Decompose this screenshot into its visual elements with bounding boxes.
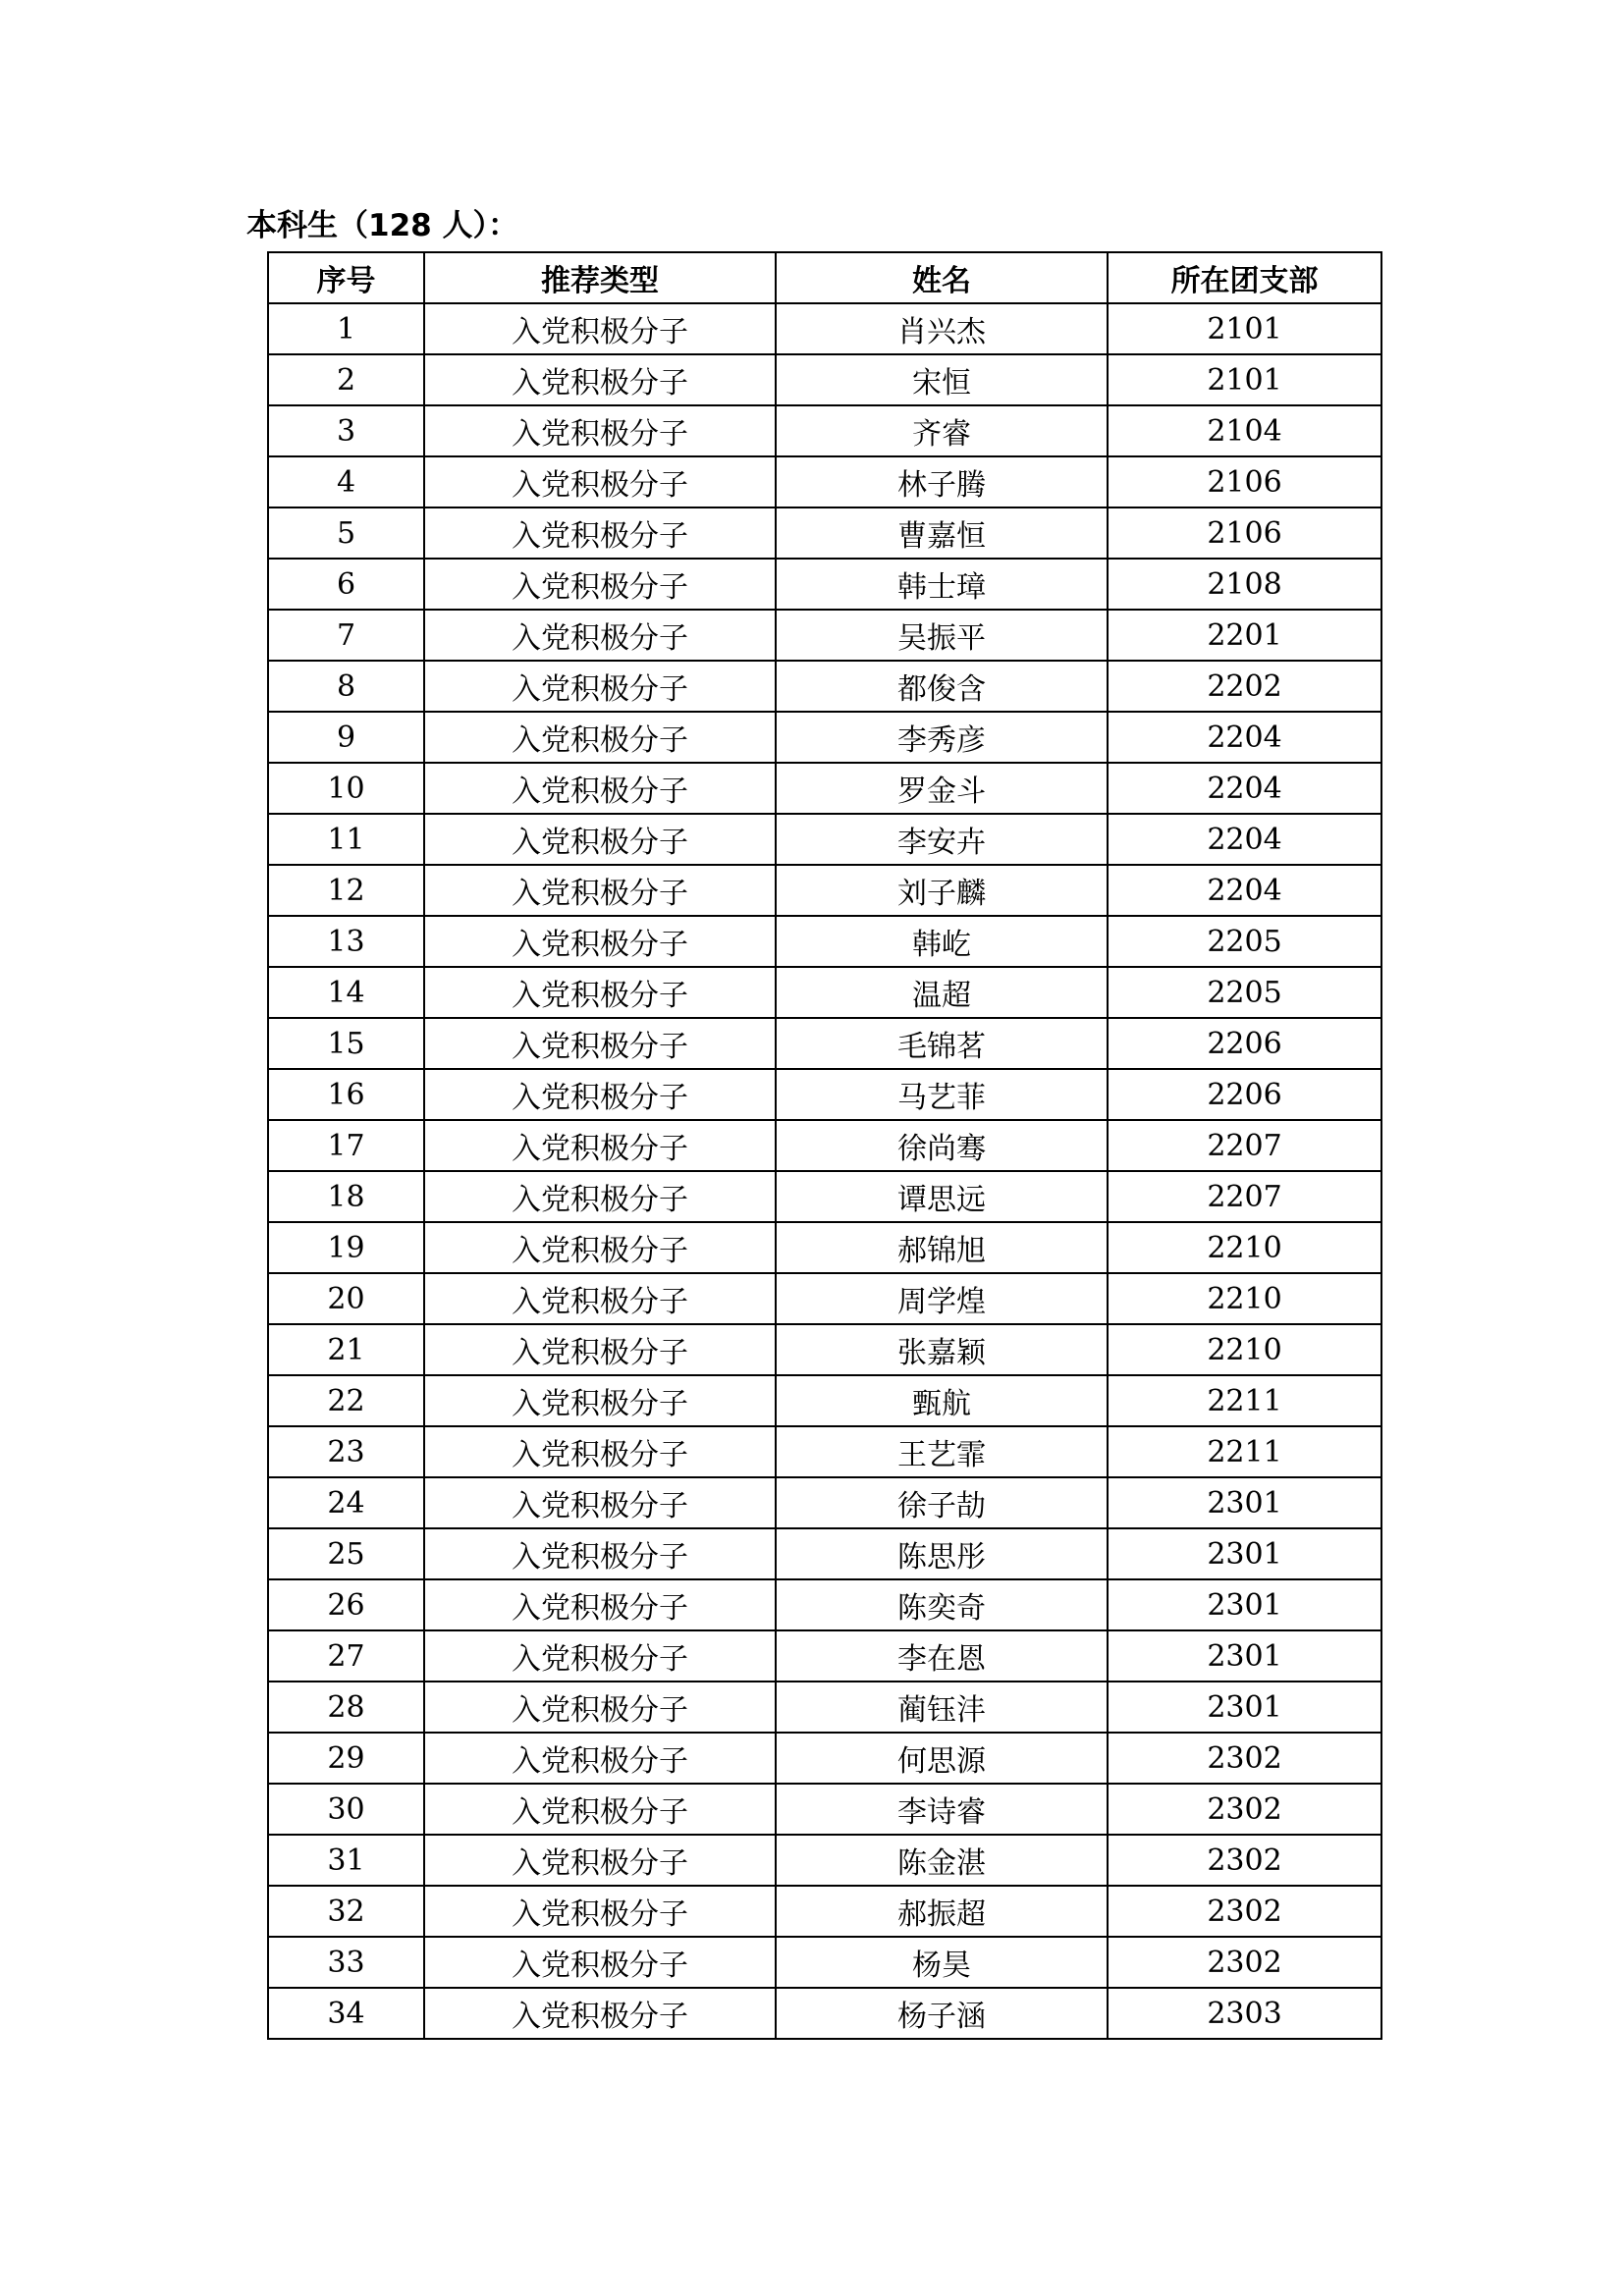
table-row: [268, 967, 1381, 1018]
cell-name: 徐子劼: [776, 1477, 1108, 1528]
cell-type: 入党积极分子: [424, 1886, 776, 1937]
cell-index: 20: [268, 1273, 424, 1324]
cell-branch: 2204: [1108, 865, 1381, 916]
cell-type: 入党积极分子: [424, 559, 776, 610]
cell-name: 韩士璋: [776, 559, 1108, 610]
cell-type: 入党积极分子: [424, 1988, 776, 2039]
cell-name: 罗金斗: [776, 763, 1108, 814]
cell-index: 17: [268, 1120, 424, 1171]
table-row: [268, 559, 1381, 610]
cell-type: 入党积极分子: [424, 1579, 776, 1630]
cell-branch: 2201: [1108, 610, 1381, 661]
cell-type: 入党积极分子: [424, 405, 776, 456]
table-row: [268, 1018, 1381, 1069]
cell-branch: 2106: [1108, 456, 1381, 507]
cell-index: 13: [268, 916, 424, 967]
table-row: [268, 763, 1381, 814]
cell-branch: 2210: [1108, 1273, 1381, 1324]
cell-index: 24: [268, 1477, 424, 1528]
cell-name: 李秀彦: [776, 712, 1108, 763]
cell-branch: 2210: [1108, 1222, 1381, 1273]
table-row: [268, 1835, 1381, 1886]
cell-name: 甄航: [776, 1375, 1108, 1426]
cell-branch: 2301: [1108, 1477, 1381, 1528]
cell-index: 9: [268, 712, 424, 763]
cell-type: 入党积极分子: [424, 1835, 776, 1886]
table-row: [268, 1222, 1381, 1273]
cell-type: 入党积极分子: [424, 1426, 776, 1477]
cell-index: 4: [268, 456, 424, 507]
table-row: [268, 610, 1381, 661]
cell-type: 入党积极分子: [424, 610, 776, 661]
cell-type: 入党积极分子: [424, 1324, 776, 1375]
page-heading: 本科生（128 人）：: [246, 208, 519, 243]
cell-type: 入党积极分子: [424, 1222, 776, 1273]
cell-type: 入党积极分子: [424, 456, 776, 507]
cell-branch: 2205: [1108, 967, 1381, 1018]
cell-branch: 2207: [1108, 1171, 1381, 1222]
cell-name: 张嘉颖: [776, 1324, 1108, 1375]
cell-branch: 2211: [1108, 1426, 1381, 1477]
table-row: [268, 303, 1381, 354]
header-branch: 所在团支部: [1108, 252, 1381, 303]
cell-index: 1: [268, 303, 424, 354]
cell-type: 入党积极分子: [424, 1682, 776, 1733]
cell-name: 杨子涵: [776, 1988, 1108, 2039]
cell-index: 27: [268, 1630, 424, 1682]
cell-branch: 2206: [1108, 1018, 1381, 1069]
cell-index: 19: [268, 1222, 424, 1273]
cell-branch: 2205: [1108, 916, 1381, 967]
cell-type: 入党积极分子: [424, 1375, 776, 1426]
table-row: [268, 712, 1381, 763]
cell-name: 温超: [776, 967, 1108, 1018]
cell-index: 15: [268, 1018, 424, 1069]
cell-name: 陈奕奇: [776, 1579, 1108, 1630]
cell-branch: 2206: [1108, 1069, 1381, 1120]
cell-name: 杨昊: [776, 1937, 1108, 1988]
table-row: [268, 1273, 1381, 1324]
table-row: [268, 1630, 1381, 1682]
cell-index: 10: [268, 763, 424, 814]
cell-branch: 2210: [1108, 1324, 1381, 1375]
cell-type: 入党积极分子: [424, 303, 776, 354]
cell-branch: 2302: [1108, 1886, 1381, 1937]
cell-branch: 2301: [1108, 1630, 1381, 1682]
cell-index: 2: [268, 354, 424, 405]
table-row: [268, 865, 1381, 916]
cell-branch: 2202: [1108, 661, 1381, 712]
cell-type: 入党积极分子: [424, 1937, 776, 1988]
table-row: [268, 1784, 1381, 1835]
cell-index: 7: [268, 610, 424, 661]
cell-index: 14: [268, 967, 424, 1018]
cell-branch: 2303: [1108, 1988, 1381, 2039]
cell-index: 34: [268, 1988, 424, 2039]
cell-type: 入党积极分子: [424, 661, 776, 712]
cell-name: 王艺霏: [776, 1426, 1108, 1477]
cell-index: 8: [268, 661, 424, 712]
cell-branch: 2204: [1108, 763, 1381, 814]
table-row: [268, 1733, 1381, 1784]
table-row: [268, 1988, 1381, 2039]
cell-index: 29: [268, 1733, 424, 1784]
table-row: [268, 1528, 1381, 1579]
cell-index: 21: [268, 1324, 424, 1375]
cell-type: 入党积极分子: [424, 507, 776, 559]
table-row: [268, 1477, 1381, 1528]
cell-branch: 2302: [1108, 1733, 1381, 1784]
cell-name: 李在恩: [776, 1630, 1108, 1682]
cell-type: 入党积极分子: [424, 1120, 776, 1171]
table-body: [268, 303, 1381, 2039]
cell-type: 入党积极分子: [424, 1171, 776, 1222]
cell-name: 郝锦旭: [776, 1222, 1108, 1273]
cell-index: 6: [268, 559, 424, 610]
table-row: [268, 1886, 1381, 1937]
cell-branch: 2301: [1108, 1682, 1381, 1733]
cell-branch: 2207: [1108, 1120, 1381, 1171]
table-row: [268, 1579, 1381, 1630]
cell-name: 陈思彤: [776, 1528, 1108, 1579]
cell-branch: 2302: [1108, 1835, 1381, 1886]
table-row: [268, 916, 1381, 967]
table-header-row: [268, 252, 1381, 303]
table-row: [268, 507, 1381, 559]
cell-type: 入党积极分子: [424, 712, 776, 763]
table-row: [268, 1120, 1381, 1171]
cell-name: 宋恒: [776, 354, 1108, 405]
cell-index: 32: [268, 1886, 424, 1937]
cell-type: 入党积极分子: [424, 1069, 776, 1120]
cell-branch: 2301: [1108, 1579, 1381, 1630]
cell-name: 林子腾: [776, 456, 1108, 507]
cell-index: 25: [268, 1528, 424, 1579]
cell-type: 入党积极分子: [424, 354, 776, 405]
header-name: 姓名: [776, 252, 1108, 303]
table-row: [268, 1171, 1381, 1222]
table-row: [268, 1426, 1381, 1477]
cell-index: 26: [268, 1579, 424, 1630]
cell-name: 郝振超: [776, 1886, 1108, 1937]
cell-branch: 2302: [1108, 1937, 1381, 1988]
header-index: 序号: [268, 252, 424, 303]
cell-type: 入党积极分子: [424, 1630, 776, 1682]
cell-index: 23: [268, 1426, 424, 1477]
cell-name: 齐睿: [776, 405, 1108, 456]
cell-index: 22: [268, 1375, 424, 1426]
cell-branch: 2104: [1108, 405, 1381, 456]
cell-type: 入党积极分子: [424, 1784, 776, 1835]
cell-type: 入党积极分子: [424, 1477, 776, 1528]
cell-branch: 2204: [1108, 712, 1381, 763]
cell-name: 徐尚骞: [776, 1120, 1108, 1171]
cell-branch: 2108: [1108, 559, 1381, 610]
header-type: 推荐类型: [424, 252, 776, 303]
cell-name: 毛锦茗: [776, 1018, 1108, 1069]
cell-type: 入党积极分子: [424, 916, 776, 967]
cell-index: 18: [268, 1171, 424, 1222]
cell-name: 谭思远: [776, 1171, 1108, 1222]
cell-index: 33: [268, 1937, 424, 1988]
cell-index: 12: [268, 865, 424, 916]
cell-name: 刘子麟: [776, 865, 1108, 916]
cell-index: 28: [268, 1682, 424, 1733]
cell-type: 入党积极分子: [424, 1733, 776, 1784]
cell-name: 都俊含: [776, 661, 1108, 712]
cell-branch: 2302: [1108, 1784, 1381, 1835]
cell-type: 入党积极分子: [424, 865, 776, 916]
table-row: [268, 405, 1381, 456]
table-row: [268, 456, 1381, 507]
cell-branch: 2301: [1108, 1528, 1381, 1579]
cell-name: 肖兴杰: [776, 303, 1108, 354]
table-row: [268, 814, 1381, 865]
cell-branch: 2101: [1108, 303, 1381, 354]
table-row: [268, 1682, 1381, 1733]
cell-index: 3: [268, 405, 424, 456]
cell-type: 入党积极分子: [424, 763, 776, 814]
cell-type: 入党积极分子: [424, 814, 776, 865]
table-row: [268, 1069, 1381, 1120]
cell-index: 30: [268, 1784, 424, 1835]
cell-index: 11: [268, 814, 424, 865]
cell-index: 5: [268, 507, 424, 559]
cell-type: 入党积极分子: [424, 1528, 776, 1579]
cell-branch: 2101: [1108, 354, 1381, 405]
cell-name: 韩屹: [776, 916, 1108, 967]
cell-index: 16: [268, 1069, 424, 1120]
cell-name: 曹嘉恒: [776, 507, 1108, 559]
cell-type: 入党积极分子: [424, 967, 776, 1018]
cell-branch: 2106: [1108, 507, 1381, 559]
table-row: [268, 1937, 1381, 1988]
cell-branch: 2204: [1108, 814, 1381, 865]
cell-name: 马艺菲: [776, 1069, 1108, 1120]
cell-name: 何思源: [776, 1733, 1108, 1784]
cell-type: 入党积极分子: [424, 1273, 776, 1324]
cell-branch: 2211: [1108, 1375, 1381, 1426]
cell-type: 入党积极分子: [424, 1018, 776, 1069]
cell-name: 吴振平: [776, 610, 1108, 661]
cell-name: 周学煌: [776, 1273, 1108, 1324]
cell-name: 李诗睿: [776, 1784, 1108, 1835]
table-row: [268, 354, 1381, 405]
roster-table: [267, 251, 1382, 2040]
cell-name: 蔺钰沣: [776, 1682, 1108, 1733]
table-row: [268, 661, 1381, 712]
cell-name: 陈金湛: [776, 1835, 1108, 1886]
table-row: [268, 1375, 1381, 1426]
table-row: [268, 1324, 1381, 1375]
cell-index: 31: [268, 1835, 424, 1886]
cell-name: 李安卉: [776, 814, 1108, 865]
